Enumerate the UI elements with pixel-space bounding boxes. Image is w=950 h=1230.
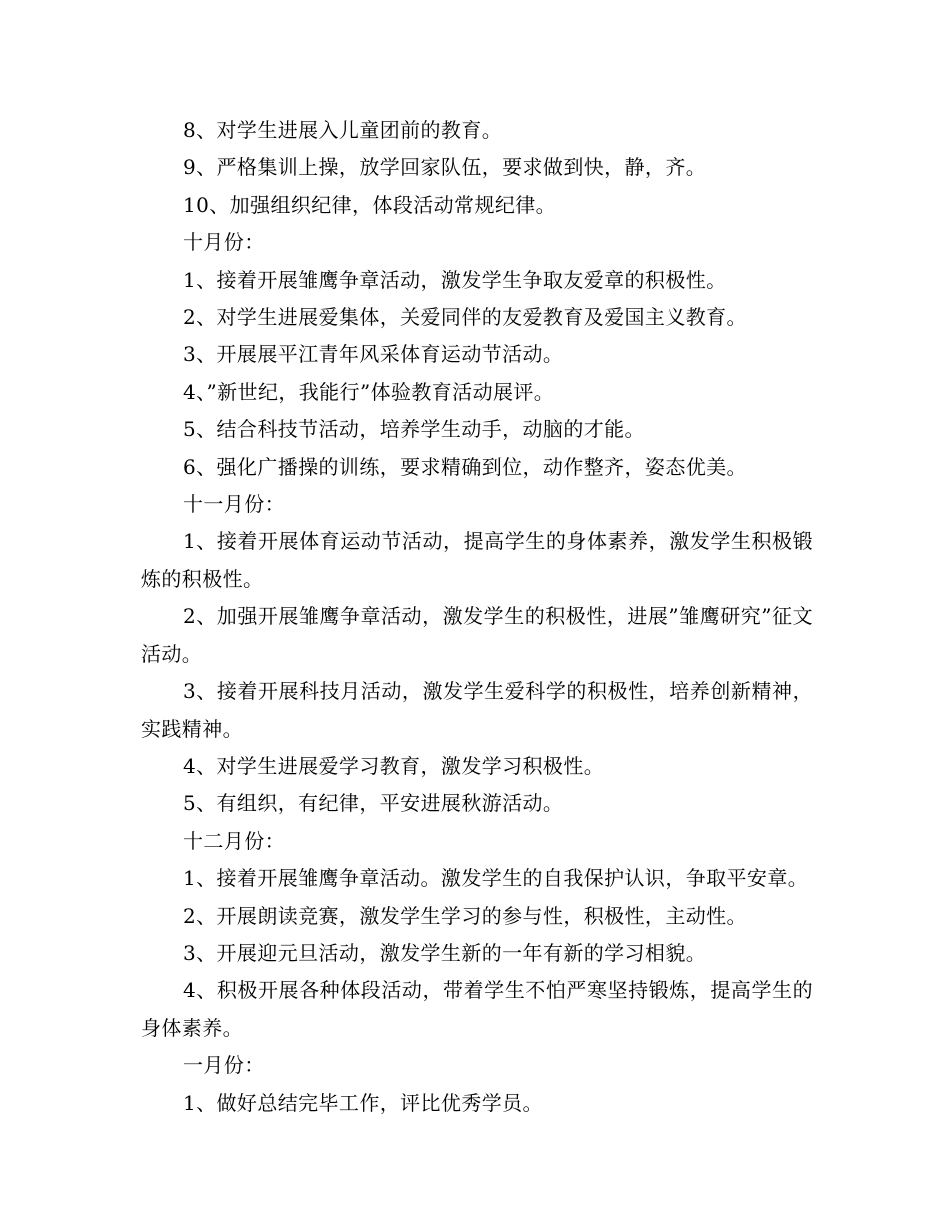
paragraph-item-8: 8、对学生进展入儿童团前的教育。 (183, 118, 503, 142)
october-item-5: 5、结合科技节活动，培养学生动手，动脑的才能。 (183, 417, 645, 442)
section-heading-november: 十一月份： (183, 492, 285, 517)
december-item-1: 1、接着开展雏鹰争章活动。激发学生的自我保护认识，争取平安章。 (183, 866, 809, 891)
december-item-3: 3、开展迎元旦活动，激发学生新的一年有新的学习相貌。 (183, 940, 707, 965)
paragraph-item-10: 10、加强组织纪律，体段活动常规纪律。 (183, 192, 557, 217)
november-item-1: 1、接着开展体育运动节活动，提高学生的身体素养，激发学生积极锻炼的积极性。 (141, 529, 813, 591)
november-item-3: 3、接着开展科技月活动，激发学生爱科学的积极性，培养创新精神，实践精神。 (141, 679, 813, 741)
section-heading-october: 十月份： (183, 230, 265, 255)
november-item-4: 4、对学生进展爱学习教育，激发学习积极性。 (183, 753, 605, 778)
october-item-6: 6、强化广播操的训练，要求精确到位，动作整齐，姿态优美。 (183, 454, 747, 479)
section-heading-january: 一月份： (183, 1053, 265, 1078)
paragraph-item-9: 9、严格集训上操，放学回家队伍，要求做到快，静，齐。 (183, 155, 707, 180)
october-item-1: 1、接着开展雏鹰争章活动，激发学生争取友爱章的积极性。 (183, 267, 727, 292)
january-item-1: 1、做好总结完毕工作，评比优秀学员。 (183, 1090, 543, 1115)
december-item-2: 2、开展朗读竞赛，激发学生学习的参与性，积极性，主动性。 (183, 903, 747, 928)
november-item-5: 5、有组织，有纪律，平安进展秋游活动。 (183, 791, 564, 816)
december-item-4: 4、积极开展各种体段活动，带着学生不怕严寒坚持锻炼，提高学生的身体素养。 (141, 978, 813, 1040)
section-heading-december: 十二月份： (183, 828, 285, 853)
document-page (141, 112, 813, 1122)
october-item-2: 2、对学生进展爱集体，关爱同伴的友爱教育及爱国主义教育。 (183, 305, 747, 330)
november-item-2: 2、加强开展雏鹰争章活动，激发学生的积极性，进展”雏鹰研究”征文活动。 (141, 604, 813, 666)
october-item-4: 4、”新世纪，我能行”体验教育活动展评。 (183, 379, 555, 404)
october-item-3: 3、开展展平江青年风采体育运动节活动。 (183, 342, 564, 367)
